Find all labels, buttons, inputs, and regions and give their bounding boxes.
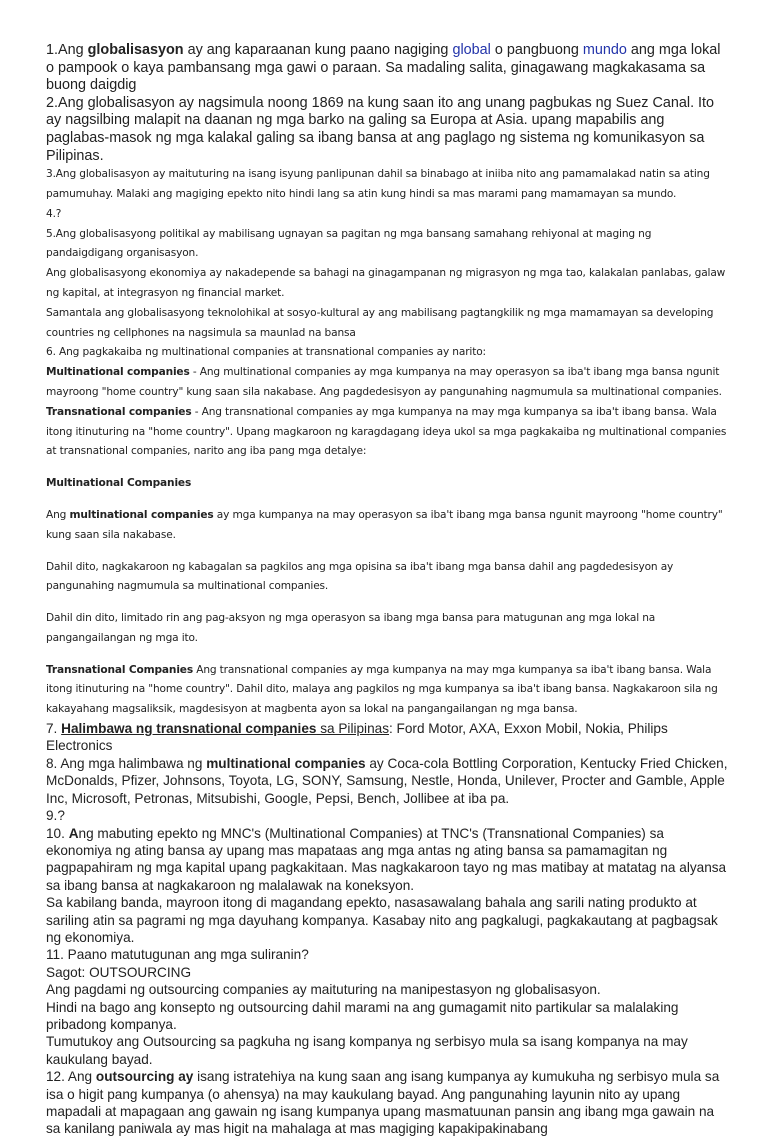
bold-letter: A bbox=[68, 825, 79, 841]
paragraph-11: 11. Paano matutugunan ang mga suliranin? bbox=[46, 947, 309, 963]
bold-term: multinational companies bbox=[206, 755, 366, 771]
paragraph-5b: Ang globalisasyong ekonomiya ay nakadepende sa bahagi na ginagampanan ng migrasyon ng mga tao, kalakalan panlabas, galaw ng kapital, at integrasyon ng financial market. bbox=[46, 267, 726, 299]
link-mundo[interactable]: mundo bbox=[582, 42, 627, 58]
text: ay mga kumpanya na may operasyon sa iba't ibang mga bansa ngunit mayroong "home country" kung saan sila nakabase. bbox=[46, 508, 723, 541]
text: o pangbuong bbox=[490, 42, 583, 58]
paragraph-10b: Sa kabilang banda, mayroon itong di magandang epekto, nasasawalang bahala ang sarili nating produkto at sariling atin sa pagrami ng mga dayuhang kompanya. Kasabay nito ang pagkalugi, pagkakautang at pagbagsak ng ekonomiya. bbox=[46, 895, 718, 945]
text: 7. bbox=[46, 721, 62, 737]
text: Ang bbox=[46, 508, 70, 521]
paragraph-11b: Ang pagdami ng outsourcing companies ay maituturing na manipestasyon ng globalisasyon. bbox=[46, 982, 601, 998]
paragraph-11d: Tumutukoy ang Outsourcing sa pagkuha ng isang kompanya ng serbisyo mula sa isang kompanya na may kaukulang bayad. bbox=[46, 1034, 688, 1067]
text: ang mga lokal o pampook o kaya pambansang mga gawi o paraan. Sa madaling salita, ginagawang magkakasama sa buong daigdig bbox=[46, 42, 721, 94]
spacer bbox=[46, 597, 728, 609]
heading-multinational bbox=[46, 474, 728, 494]
paragraph-6-mnc bbox=[46, 363, 728, 403]
spacer bbox=[46, 494, 728, 506]
spacer bbox=[46, 546, 728, 558]
spacer bbox=[46, 649, 728, 661]
paragraph-9: 9.? bbox=[46, 808, 65, 824]
paragraph-5: 5.Ang globalisasyong politikal ay mabilisang ugnayan sa pagitan ng mga bansang samahang rehiyonal at maging ng pandaigdigang organisasyon. bbox=[46, 227, 652, 260]
paragraph-12 bbox=[46, 1068, 728, 1138]
paragraph-tnc bbox=[46, 661, 728, 720]
paragraph-10 bbox=[46, 825, 728, 895]
link-global[interactable]: global bbox=[452, 42, 491, 58]
underlined-text: sa Pilipinas bbox=[316, 721, 389, 737]
text: . bbox=[61, 825, 69, 841]
text: Ang transnational companies ay mga kumpanya na may mga kumpanya sa iba't ibang bansa. Wala itong itinuturing na "home country". Dahil dito, malaya ang pagkilos ng mga kumpanya sa iba't ibang bansa. Nagkakaroon sila ng kakayahang magsaliksik, magdesisyon at magbenta ayon sa lokal na pangangailangan ng mga bansa. bbox=[46, 663, 718, 716]
text: 1.Ang bbox=[46, 42, 88, 58]
text: ay Coca-cola Bottling Corporation, Kentucky Fried Chicken, McDonalds, Pfizer, Johnsons, Toyota, LG, SONY, Samsung, Nestle, Honda, Unilever, Procter and Gamble, Apple Inc, Microsoft, Petronas, Mitsubishi, Google, Pepsi, Bench, Jollibee at iba pa. bbox=[46, 755, 728, 806]
bold-term: Multinational companies bbox=[46, 366, 190, 379]
text: ay ang kaparaanan kung paano nagiging bbox=[183, 42, 453, 58]
bold-term: globalisasyon bbox=[87, 42, 184, 58]
bold-term: Transnational companies bbox=[46, 405, 192, 418]
paragraph-6-tnc bbox=[46, 403, 728, 462]
paragraph-4: 4.? bbox=[46, 207, 62, 220]
paragraph-2: 2.Ang globalisasyon ay nagsimula noong 1869 na kung saan ito ang unang pagbukas ng Suez Canal. Ito ay nagsilbing malapit na daanan ng mga barko na galing sa Europa at Asia. upang mapabilis ang paglabas-masok ng mga kalakal galing sa ibang bansa at ang paglago ng sistema ng komunikasyon sa Pilipinas. bbox=[46, 94, 715, 164]
paragraph-11-answer: Sagot: OUTSOURCING bbox=[46, 964, 192, 980]
bold-term: outsourcing ay bbox=[95, 1069, 194, 1085]
paragraph-1 bbox=[46, 42, 728, 95]
paragraph-6: 6. Ang pagkakaiba ng multinational companies at transnational companies ay narito: bbox=[46, 346, 486, 359]
text: 8. Ang mga halimbawa ng bbox=[46, 755, 207, 771]
text: - Ang multinational companies ay mga kumpanya na may operasyon sa iba't ibang mga bansa ngunit mayroong "home country" kung saan sila nakabase. Ang pagdedesisyon ay pangunahing nagmumula sa multinational companies. bbox=[46, 366, 722, 398]
spacer bbox=[46, 462, 728, 474]
text: 12. Ang bbox=[46, 1069, 96, 1085]
paragraph-5c: Samantala ang globalisasyong teknolohikal at sosyo-kultural ay ang mabilisang pagtangkilik ng mga mamamayan sa developing countries ng cellphones na nagsimula sa maunlad na bansa bbox=[46, 306, 714, 339]
text: - Ang transnational companies ay mga kumpanya na may mga kumpanya sa iba't ibang bansa. Wala itong itinuturing na "home country". Upang magkaroon ng karagdagang ideya ukol sa mga pagkakaiba ng multinational companies at transnational companies, narito ang iba pang mga detalye: bbox=[46, 405, 727, 458]
paragraph-mnc-1 bbox=[46, 506, 728, 546]
text: : Ford Motor, AXA, Exxon Mobil, Nokia, Philips Electronics bbox=[46, 721, 668, 754]
bold-term: multinational companies bbox=[69, 508, 214, 521]
text: isang istratehiya na kung saan ang isang kumpanya ay kumukuha ng serbisyo mula sa isa o higit pang kumpanya (o ahensya) na may kaukulang bayad. Ang pangunahing layunin nito ay upang mapadali at mapagaan ang gawain ng isang kumpanya upang masmatuunan pansin ang ibang mga gawain na sa kanilang paniwala ay mas higit na mahalaga at mas magiging kapakipakinabang bbox=[46, 1069, 720, 1137]
paragraph-mnc-2: Dahil dito, nagkakaroon ng kabagalan sa pagkilos ang mga opisina sa iba't ibang mga bansa dahil ang pagdedesisyon ay pangunahing nagmumula sa multinational companies. bbox=[46, 560, 674, 593]
paragraph-3: 3.Ang globalisasyon ay maituturing na isang isyung panlipunan dahil sa binabago at iniiba nito ang pamamalakad natin sa ating pamumuhay. Malaki ang magiging epekto nito hindi lang sa atin kung hindi sa mas marami pang mamamayan sa mundo. bbox=[46, 168, 710, 200]
text: 10 bbox=[46, 825, 62, 841]
text: ng mabuting epekto ng MNC's (Multinational Companies) at TNC's (Transnational Companies) sa ekonomiya ng ating bansa ay upang mas mapataas ang mga antas ng ating bansa sa pamamagitan ng pagpapahiram ng mga kapital upang pagkakitaan. Mas nagkakaroon tayo ng mas matibay at matatag na alyansa sa ibang bansa at nagkakaroon ng malalawak na koneksyon. bbox=[46, 825, 727, 893]
paragraph-7 bbox=[46, 720, 728, 755]
paragraph-11c: Hindi na bago ang konsepto ng outsourcing dahil marami na ang gumagamit nito partikular sa malalaking pribadong kompanya. bbox=[46, 999, 679, 1032]
section-heading: Multinational Companies bbox=[46, 477, 192, 490]
paragraph-8 bbox=[46, 755, 728, 807]
underlined-term: Halimbawa ng transnational companies bbox=[61, 721, 317, 737]
bold-term: Transnational Companies bbox=[46, 663, 193, 676]
paragraph-mnc-3: Dahil din dito, limitado rin ang pag-aksyon ng mga operasyon sa ibang mga bansa para matugunan ang mga lokal na pangangailangan ng mga ito. bbox=[46, 612, 656, 644]
